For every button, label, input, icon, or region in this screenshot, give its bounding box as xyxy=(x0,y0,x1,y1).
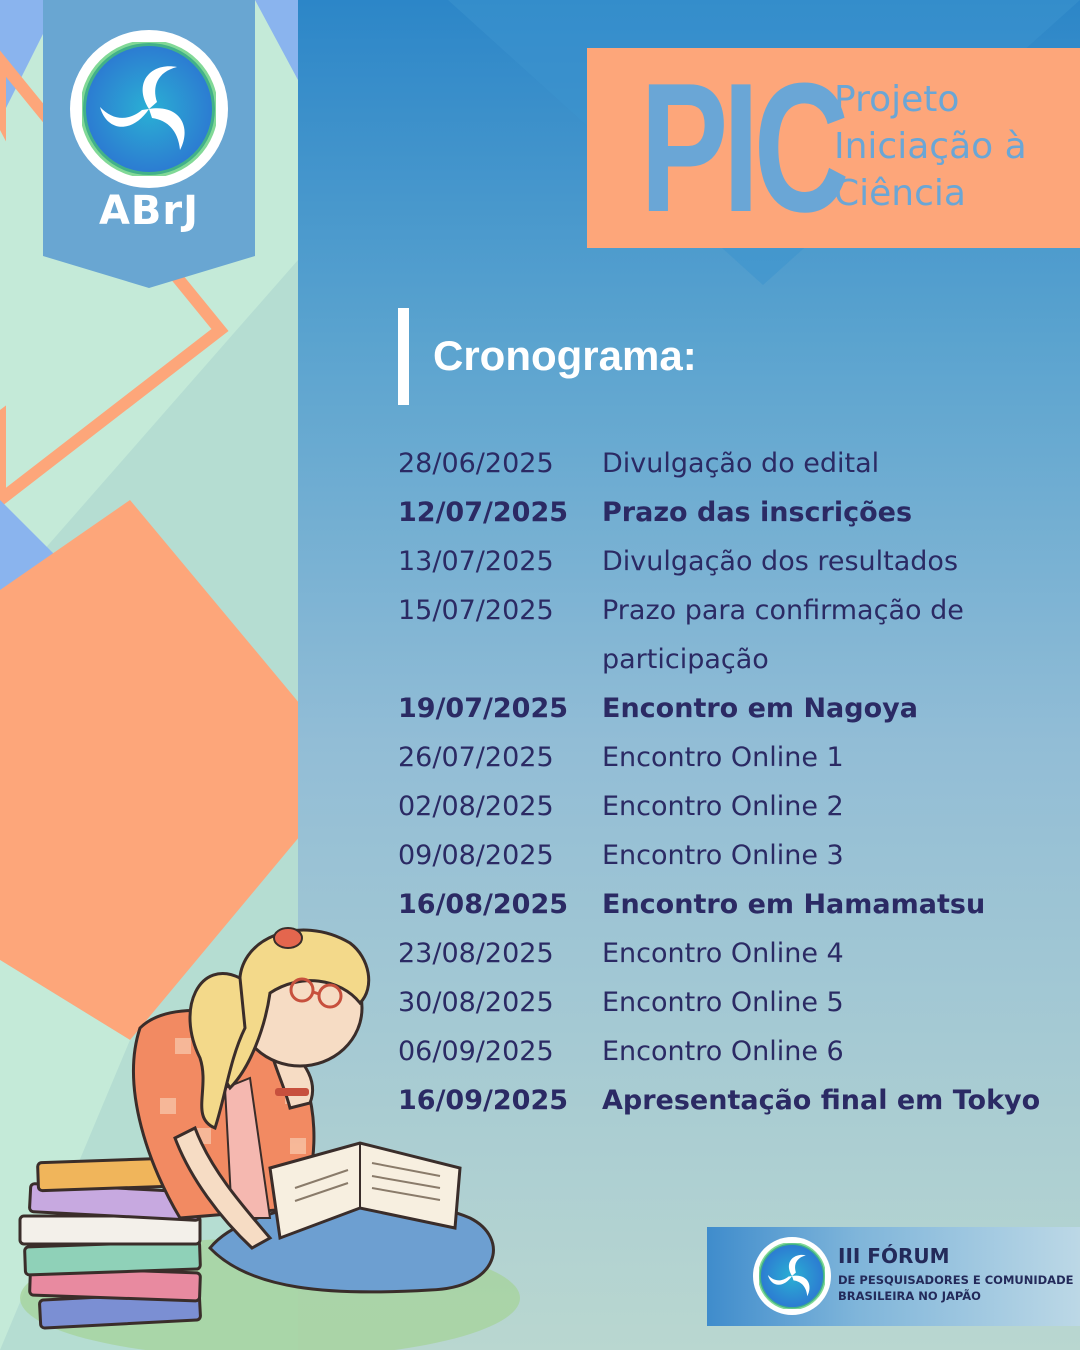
pic-title: PIC xyxy=(640,44,844,250)
schedule-row xyxy=(398,586,1058,684)
schedule-row xyxy=(398,488,1058,537)
schedule-date: 26/07/2025 xyxy=(398,742,554,773)
triskelion-logo-icon xyxy=(759,1243,825,1309)
girl-reading-illustration xyxy=(0,918,520,1350)
schedule-date: 02/08/2025 xyxy=(398,791,554,822)
schedule-date: 19/07/2025 xyxy=(398,693,569,724)
pic-subtitle-line: Ciência xyxy=(834,173,966,214)
forum-subtitle-line: DE PESQUISADORES E COMUNIDADE xyxy=(838,1273,1074,1287)
forum-subtitle-line: BRASILEIRA NO JAPÃO xyxy=(838,1289,981,1303)
schedule-row xyxy=(398,782,1058,831)
schedule-date: 28/06/2025 xyxy=(398,448,554,479)
forum-logo xyxy=(753,1237,831,1315)
triskelion-logo-icon xyxy=(82,42,216,176)
schedule-date: 15/07/2025 xyxy=(398,595,554,626)
schedule-date: 12/07/2025 xyxy=(398,497,569,528)
title-accent-bar xyxy=(398,308,409,405)
schedule-event: Encontro em Nagoya xyxy=(602,693,918,724)
schedule-row xyxy=(398,537,1058,586)
schedule-event: Prazo para confirmação de participação xyxy=(602,595,964,675)
schedule-event: Prazo das inscrições xyxy=(602,497,913,528)
schedule-event: Apresentação final em Tokyo xyxy=(602,1085,1041,1116)
schedule-date: 13/07/2025 xyxy=(398,546,554,577)
schedule-date: 06/09/2025 xyxy=(398,1036,554,1067)
pic-subtitle-line: Projeto xyxy=(834,79,960,120)
abrj-logo xyxy=(70,30,228,188)
schedule-row xyxy=(398,831,1058,880)
schedule-event: Encontro Online 1 xyxy=(602,742,844,773)
pic-subtitle xyxy=(834,76,1074,217)
schedule-event: Encontro Online 5 xyxy=(602,987,844,1018)
schedule-date: 23/08/2025 xyxy=(398,938,554,969)
schedule-date: 16/08/2025 xyxy=(398,889,569,920)
schedule-date: 16/09/2025 xyxy=(398,1085,569,1116)
logo-text: ABrJ xyxy=(98,188,200,234)
schedule-event: Encontro Online 2 xyxy=(602,791,844,822)
schedule-row xyxy=(398,684,1058,733)
schedule-event: Divulgação dos resultados xyxy=(602,546,959,577)
schedule-row xyxy=(398,733,1058,782)
schedule-event: Divulgação do edital xyxy=(602,448,880,479)
forum-title: III FÓRUM xyxy=(838,1244,950,1268)
pic-subtitle-line: Iniciação à xyxy=(834,126,1027,167)
schedule-date: 09/08/2025 xyxy=(398,840,554,871)
schedule-date: 30/08/2025 xyxy=(398,987,554,1018)
section-title: Cronograma: xyxy=(433,332,697,379)
schedule-event: Encontro em Hamamatsu xyxy=(602,889,986,920)
schedule-event: Encontro Online 3 xyxy=(602,840,844,871)
schedule-row xyxy=(398,439,1058,488)
schedule-event: Encontro Online 6 xyxy=(602,1036,844,1067)
schedule-event: Encontro Online 4 xyxy=(602,938,844,969)
